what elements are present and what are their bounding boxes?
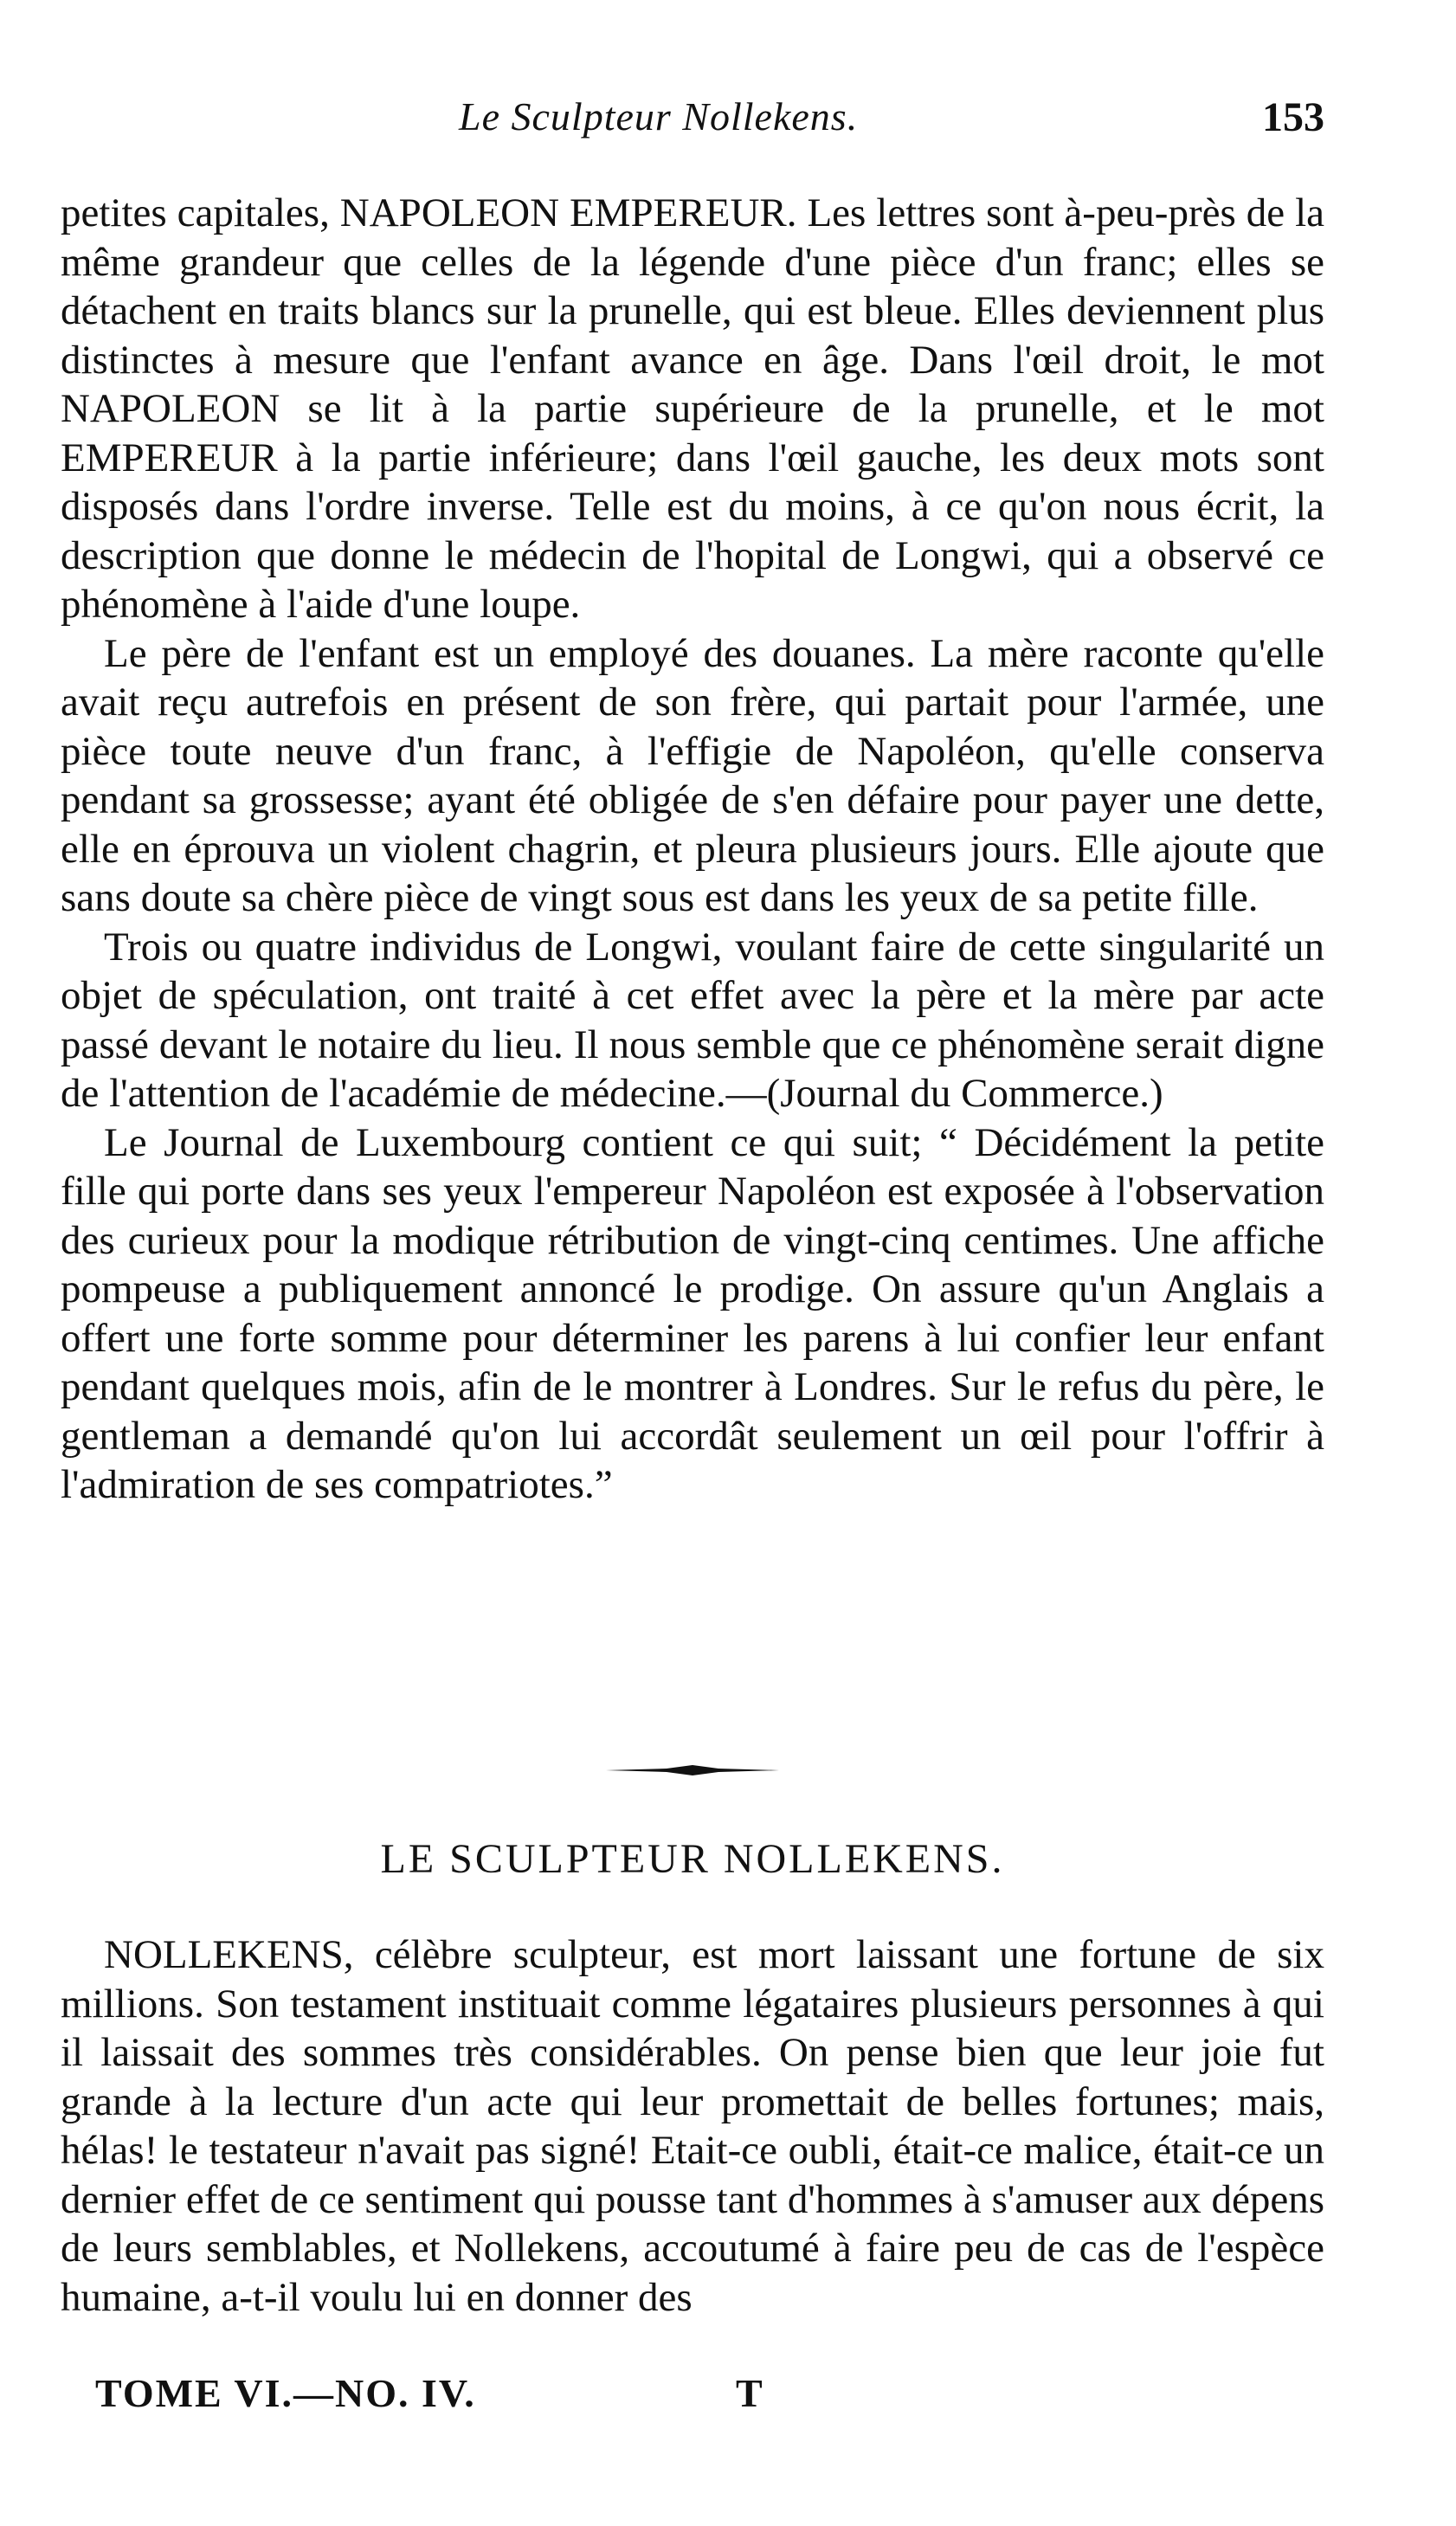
paragraph-1: petites capitales, NAPOLEON EMPEREUR. Les lettres sont à-peu-près de la même grandeur que celles de la légende d'une pièce d'un franc; elles se détachent en traits blancs sur la prunelle, qui est bleue. Elles deviennent plus distinctes à mesure que l'enfant avance en âge. Dans l'œil droit, le mot NAPOLEON se lit à la partie supérieure de la prunelle, et le mot EMPEREUR à la partie inférieure; dans l'œil gauche, les deux mots sont disposés dans l'ordre inverse. Telle est du moins, à ce qu'on nous écrit, la description que donne le médecin de l'hopital de Longwi, qui a observé ce phénomène à l'aide d'une loupe. [61,190,1324,627]
running-head [61,93,1324,145]
article-continuation [61,189,1324,1510]
section-paragraph: NOLLEKENS, célèbre sculpteur, est mort laissant une fortune de six millions. Son testament instituait comme légataires plusieurs personnes à qui il laissait des sommes très considérables. On pense bien que leur joie fut grande à la lecture d'un acte qui leur promettait de belles fortunes; mais, hélas! le testateur n'avait pas signé! Etait-ce oubli, était-ce malice, était-ce un dernier effet de ce sentiment qui pousse tant d'hommes à s'amuser aux dépens de leurs semblables, et Nollekens, accoutumé à faire peu de cas de l'espèce humaine, a-t-il voulu lui en donner des [61,1932,1324,2320]
volume-mark: TOME VI.—NO. IV. [95,2371,476,2415]
page-number: 153 [1262,94,1324,140]
signature-letter: T [736,2371,763,2415]
section-separator-rule [606,1764,779,1776]
running-title: Le Sculpteur Nollekens. [459,94,859,139]
section-body [61,1930,1324,2322]
paragraph-4: Le Journal de Luxembourg contient ce qui suit; “ Décidément la petite fille qui porte dans ses yeux l'empereur Napoléon est exposée à l'observation des curieux pour la modique rétribution de vingt-cinq centimes. Une affiche pompeuse a publiquement annoncé le prodige. On assure qu'un Anglais a offert une forte somme pour déterminer les parens à lui confier leur enfant pendant quelques mois, afin de le montrer à Londres. Sur le refus du père, le gentleman a demandé qu'on lui accordât seulement un œil pour l'offrir à l'admiration de ses compatriotes.” [61,1119,1324,1507]
section-heading: LE SCULPTEUR NOLLEKENS. [380,1836,1005,1882]
signature-line [95,2370,1324,2422]
paragraph-2: Le père de l'enfant est un employé des douanes. La mère raconte qu'elle avait reçu autrefois en présent de son frère, qui partait pour l'armée, une pièce toute neuve d'un franc, à l'effigie de Napoléon, qu'elle conserva pendant sa grossesse; ayant été obligée de s'en défaire pour payer une dette, elle en éprouva un violent chagrin, et pleura plusieurs jours. Elle ajoute que sans doute sa chère pièce de vingt sous est dans les yeux de sa petite fille. [61,630,1324,920]
paragraph-3: Trois ou quatre individus de Longwi, voulant faire de cette singularité un objet de spéculation, ont traité à cet effet avec la père et la mère par acte passé devant le notaire du lieu. Il nous semble que ce phénomène serait digne de l'attention de l'académie de médecine.—(Journal du Commerce.) [61,924,1324,1116]
